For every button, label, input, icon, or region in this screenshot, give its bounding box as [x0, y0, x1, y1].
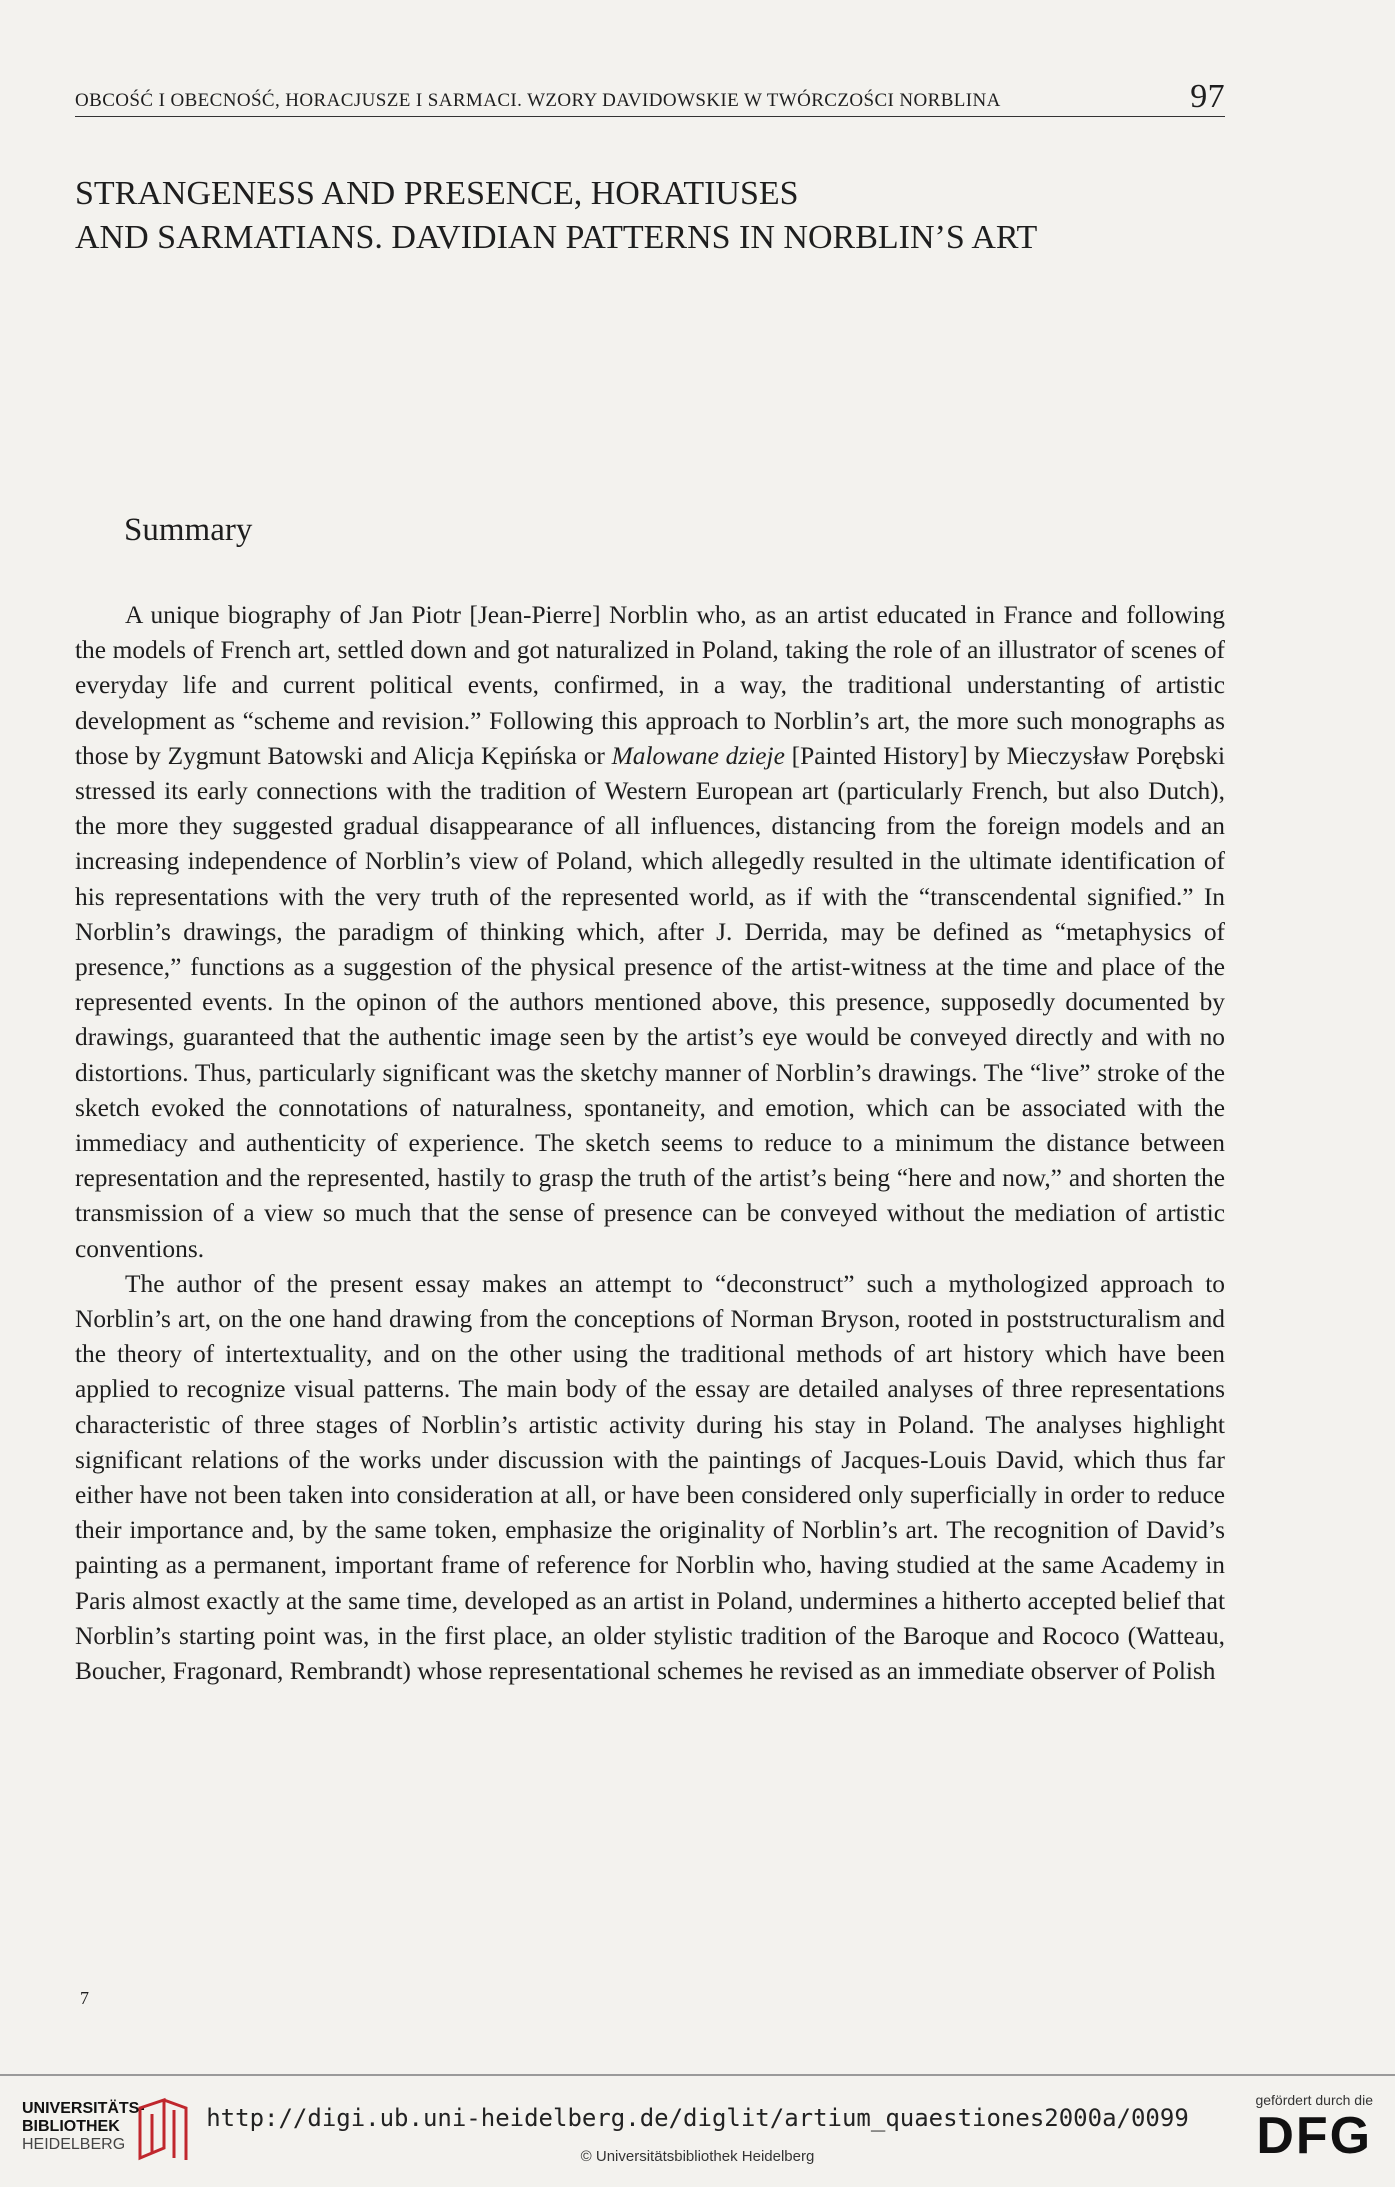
- library-name-line-3: HEIDELBERG: [22, 2136, 126, 2153]
- book-title-italic: Malowane dzieje: [611, 741, 785, 770]
- summary-body: [75, 598, 1225, 1689]
- paragraph-2: The author of the present essay makes an attempt to “deconstruct” such a mythologized approach to Norblin’s art, on the one hand drawing from the conceptions of Norman Bryson, rooted in poststructuralism and the theory of intertextuality, and on the other using the traditional methods of art history which have been applied to recognize visual patterns. The main body of the essay are detailed analyses of three representations characteristic of three stages of Norblin’s artistic activity during his stay in Poland. The analyses highlight significant relations of the works under discussion with the paintings of Jacques-Louis David, which thus far either have not been taken into consideration at all, or have been considered only superficially in order to reduce their importance and, by the same token, emphasize the originality of Norblin’s art. The recognition of David’s painting as a permanent, important frame of reference for Norblin who, having studied at the same Academy in Paris almost exactly at the same time, developed as an artist in Poland, undermines a hitherto accepted belief that Norblin’s starting point was, in the first place, an older stylistic tradition of the Baroque and Rococo (Watteau, Boucher, Fragonard, Rembrandt) whose representational schemes he revised as an immediate observer of Polish: [75, 1269, 1225, 1686]
- sheet-number: 7: [80, 1988, 89, 2008]
- funder-logo: [1255, 2092, 1373, 2164]
- dfg-logo: DFG: [1256, 2107, 1373, 2165]
- library-name-line-2: BIBLIOTHEK: [22, 2118, 120, 2135]
- running-header: [75, 78, 1225, 117]
- library-name-line-1: UNIVERSITÄTS-: [22, 2100, 145, 2117]
- running-title: OBCOŚĆ I OBECNOŚĆ, HORACJUSZE I SARMACI. WZORY DAVIDOWSKIE W TWÓRCZOŚCI NORBLINA: [75, 90, 1001, 111]
- permalink-url[interactable]: http://digi.ub.uni-heidelberg.de/diglit/artium_quaestiones2000a/0099: [206, 2104, 1189, 2132]
- paragraph-1-text-b: [Painted History] by Mieczysław Porębski stressed its early connections with the tradition of Western European art (particularly French, but also Dutch), the more they suggested gradual disappearance of all influences, distancing from the foreign models and an increasing independence of Norblin’s view of Poland, which allegedly resulted in the ultimate identification of his representations with the very truth of the represented world, as if with the “transcendental signified.” In Norblin’s drawings, the paradigm of thinking which, after J. Derrida, may be defined as “metaphysics of presence,” functions as a suggestion of the physical presence of the artist-witness at the time and place of the represented events. In the opinon of the authors mentioned above, this presence, supposedly documented by drawings, guaranteed that the authentic image seen by the artist’s eye would be conveyed directly and with no distortions. Thus, particularly significant was the sketchy manner of Norblin’s drawings. The “live” stroke of the sketch evoked the connotations of naturalness, spontaneity, and emotion, which can be associated with the immediacy and authenticity of experience. The sketch seems to reduce to a minimum the distance between representation and the represented, hastily to grasp the truth of the artist’s being “here and now,” and shorten the transmission of a view so much that the sense of presence can be conveyed without the mediation of artistic conventions.: [75, 741, 1225, 1263]
- title-line-1: STRANGENESS AND PRESENCE, HORATIUSES: [75, 175, 799, 212]
- paragraph-1-text-a: A unique biography of Jan Piotr [Jean-Pierre] Norblin who, as an artist educated in France and following the models of French art, settled down and got naturalized in Poland, taking the role of an illustrator of scenes of everyday life and current political events, confirmed, in a way, the traditional understanting of artistic development as “scheme and revision.” Following this approach to Norblin’s art, the more such monographs as those by Zygmunt Batowski and Alicja Kępińska or: [75, 601, 1225, 770]
- copyright-notice: © Universitätsbibliothek Heidelberg: [580, 2148, 815, 2165]
- page-number: 97: [1190, 78, 1225, 115]
- title-line-2: AND SARMATIANS. DAVIDIAN PATTERNS IN NORBLIN’S ART: [75, 219, 1038, 256]
- paragraph-1: [75, 598, 1225, 1267]
- funder-label: gefördert durch die: [1255, 2092, 1373, 2108]
- article-title: [75, 172, 1225, 260]
- digitization-footer: [0, 2074, 1395, 2187]
- section-heading-summary: Summary: [124, 512, 253, 548]
